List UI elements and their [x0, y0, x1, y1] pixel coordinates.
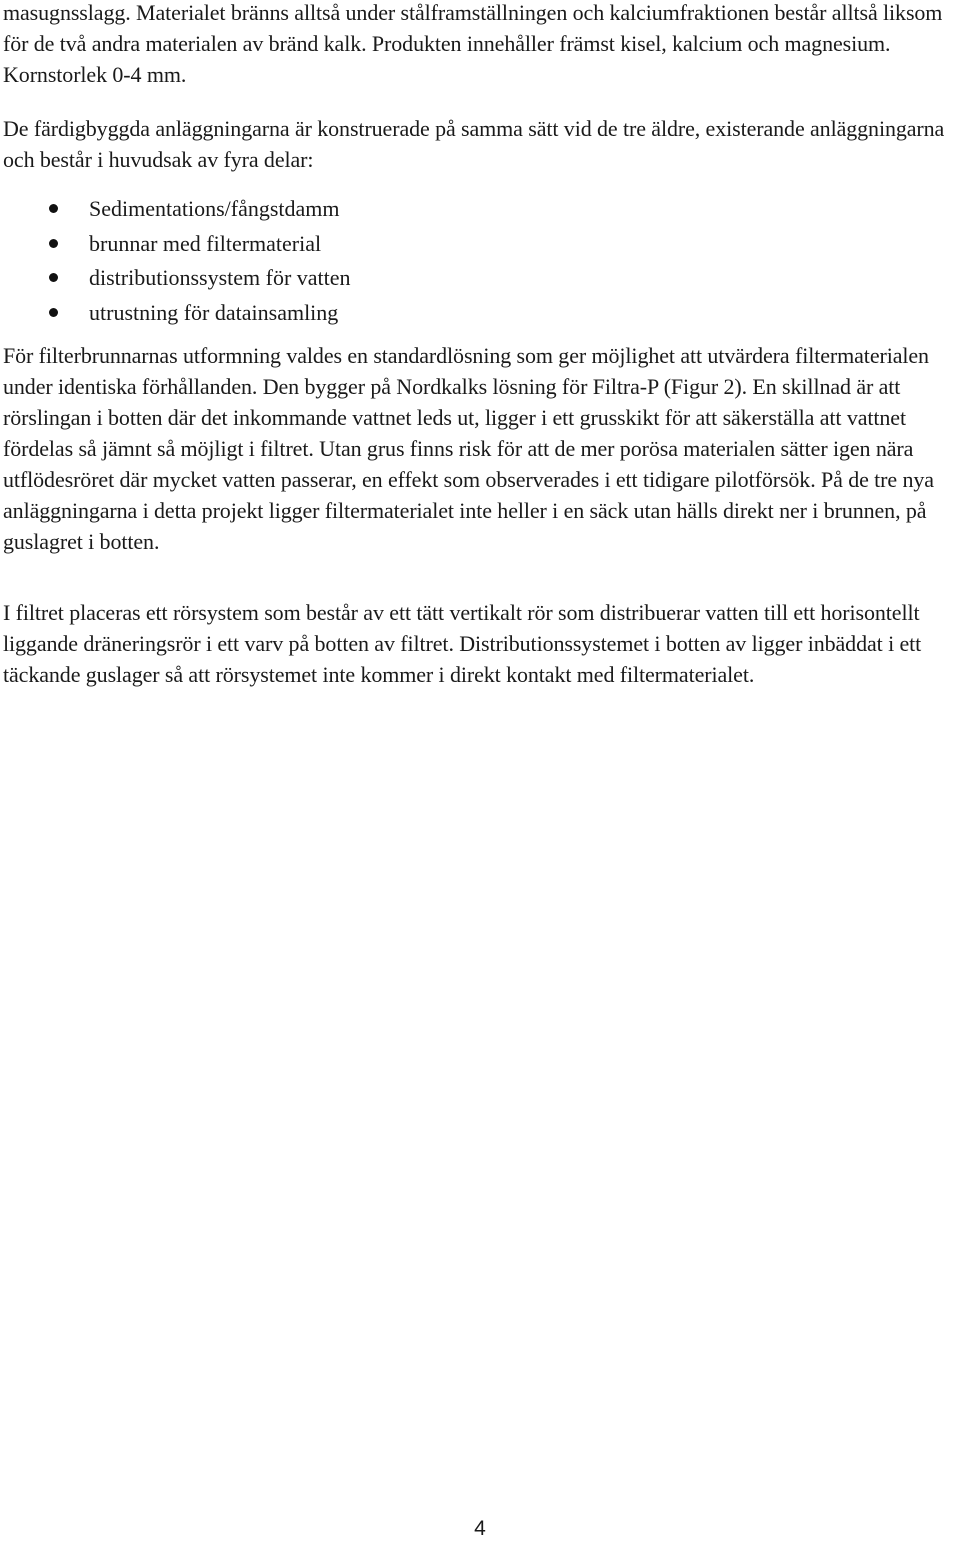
- list-item-text: brunnar med filtermaterial: [89, 230, 322, 256]
- list-item-text: Sedimentations/fångstdamm: [89, 196, 340, 221]
- list-item: [3, 261, 351, 296]
- list-item: [3, 192, 351, 227]
- list-item-text: distributionssystem för vatten: [89, 265, 351, 290]
- bullet-list-parts: [3, 192, 351, 330]
- list-item-text: utrustning för datainsamling: [89, 299, 339, 325]
- bullet-icon: [49, 308, 58, 317]
- list-item: [3, 296, 351, 331]
- paragraph-design: De färdigbyggda anläggningarna är konstruerade på samma sätt vid de tre äldre, existerande anläggningarna och består i huvudsak av fyra delar:: [3, 116, 945, 172]
- paragraph-filter-wells: För filterbrunnarnas utformning valdes en standardlösning som ger möjlighet att utvärdera filtermaterialen under identiska förhållanden. Den bygger på Nordkalks lösning för Filtra-P (Figur 2). En skillnad är att rörslingan i botten där det inkommande vattnet leds ut, ligger i ett grusskikt för att säkerställa att vattnet fördelas så jämnt så möjligt i filtret. Utan grus finns risk för att de mer porösa materialen sätter igen nära utflödesröret där mycket vatten passerar, en effekt som observerades i ett tidigare pilotförsök. På de tre nya anläggningarna i detta projekt ligger filtermaterialet inte heller i en säck utan hälls direkt ner i brunnen, på guslagret i botten.: [3, 343, 934, 554]
- paragraph-pipe-system: I filtret placeras ett rörsystem som består av ett tätt vertikalt rör som distribuerar vatten till ett horisontellt liggande dräneringsrör i ett varv på botten av filtret. Distributionssystemet i botten av ligger inbäddat i ett täckande guslager så att rörsystemet inte kommer i direkt kontakt med filtermaterialet.: [3, 600, 922, 687]
- bullet-icon: [49, 273, 58, 282]
- bullet-icon: [49, 204, 58, 213]
- bullet-icon: [49, 239, 58, 248]
- page-number: 4: [474, 1517, 486, 1540]
- paragraph-intro: masugnsslagg. Materialet bränns alltså under stålframställningen och kalciumfraktionen består alltså liksom för de två andra materialen av bränd kalk. Produkten innehåller främst kisel, kalcium och magnesium. Kornstorlek 0-4 mm.: [3, 0, 943, 87]
- list-item: [3, 227, 351, 262]
